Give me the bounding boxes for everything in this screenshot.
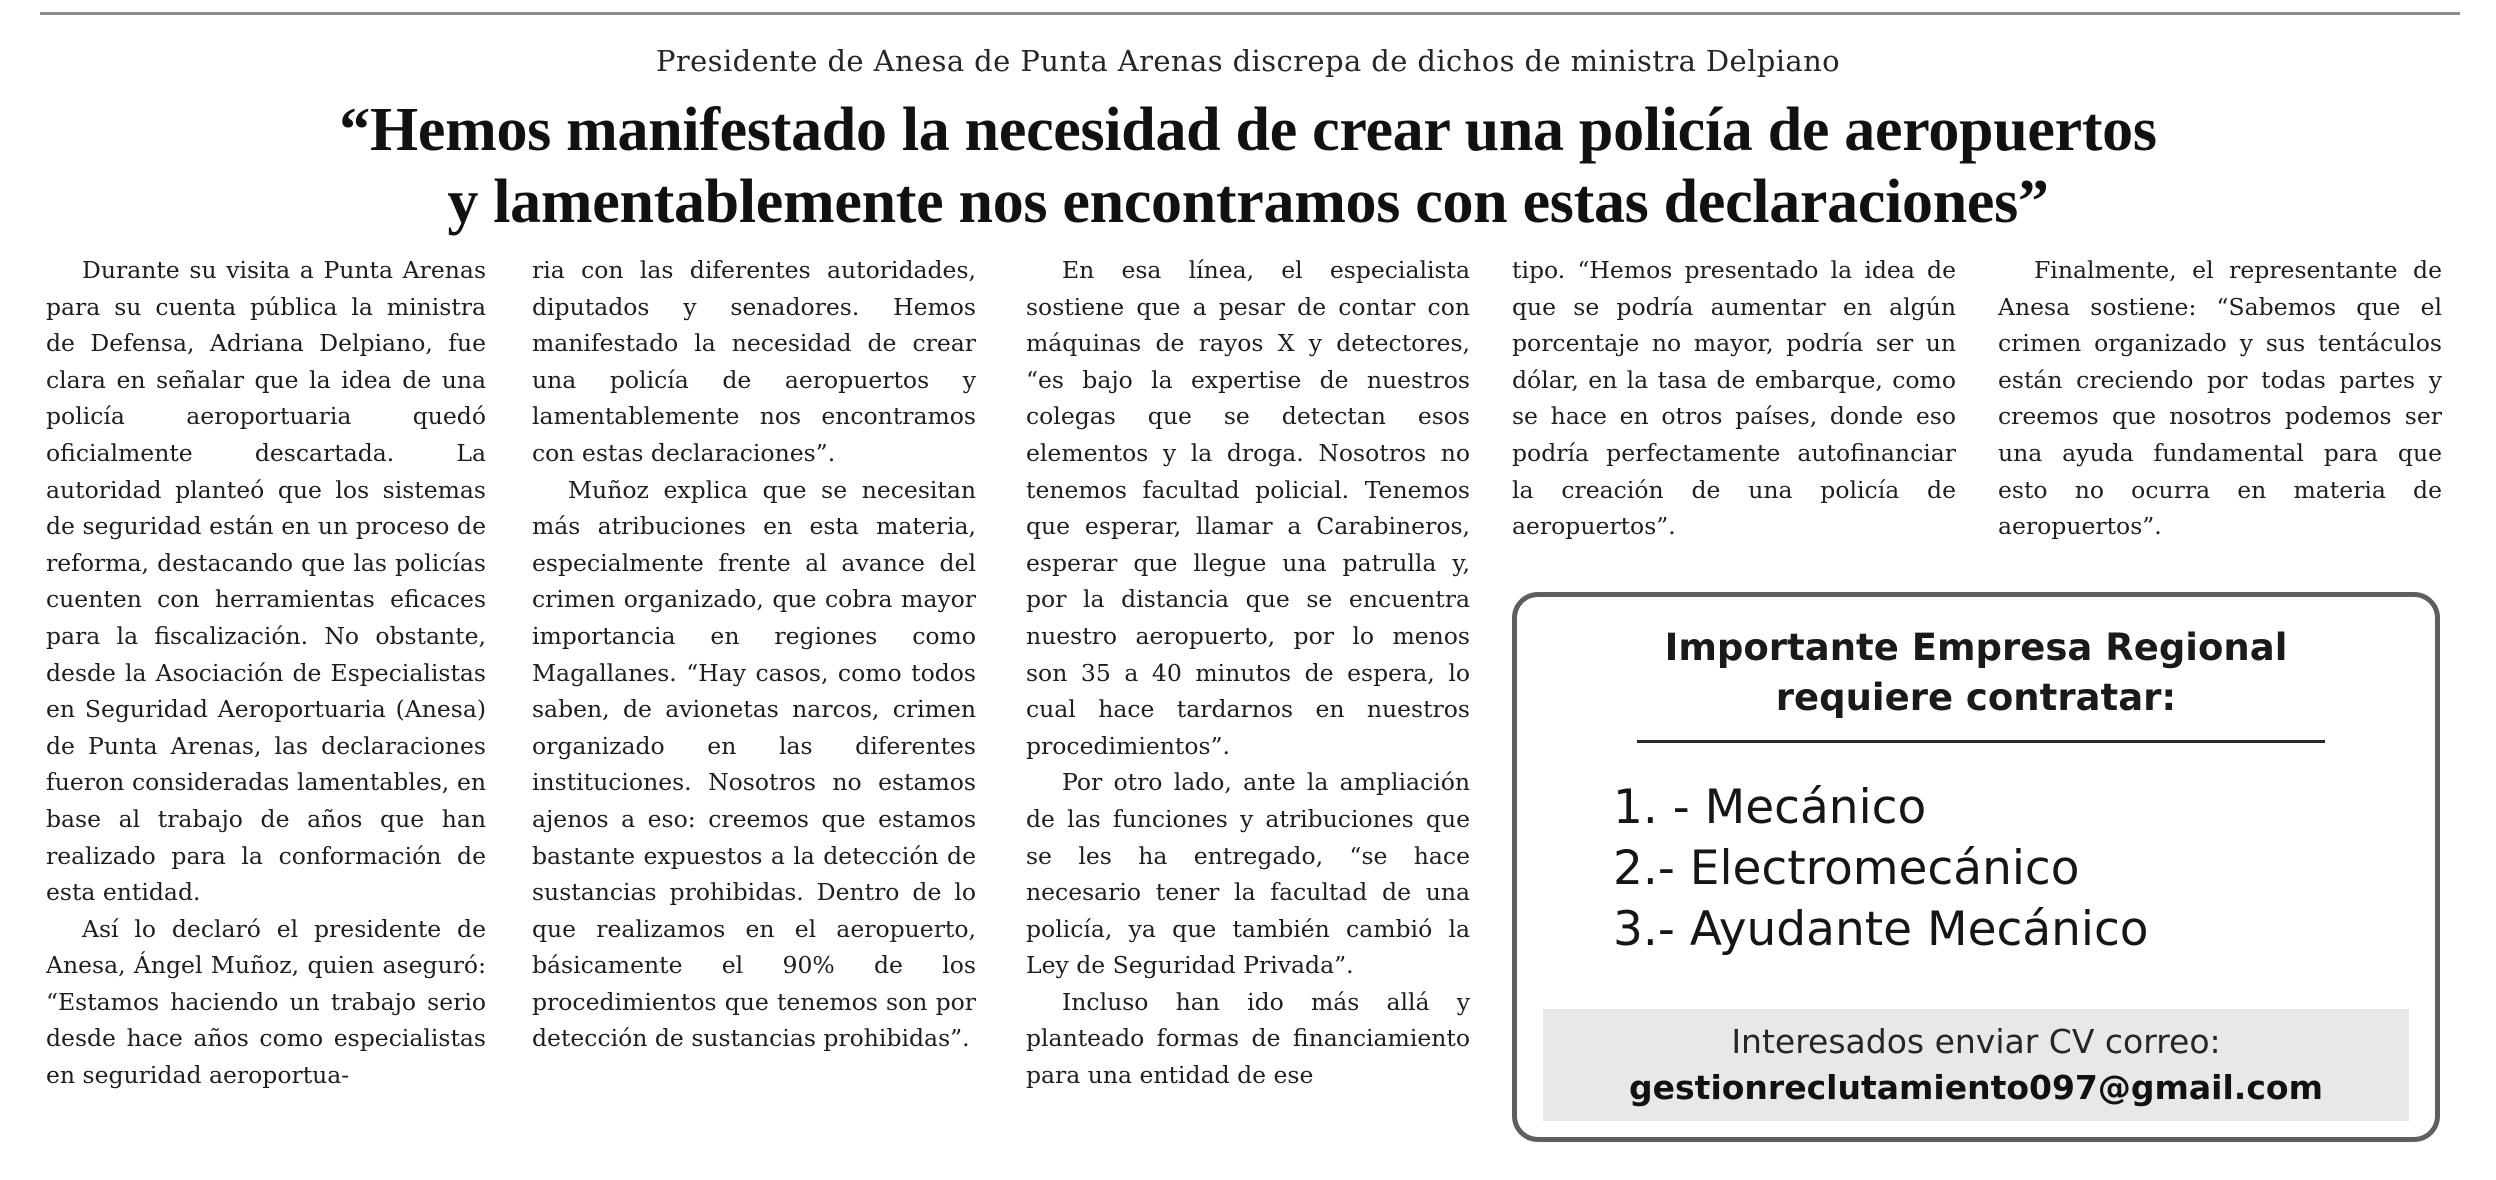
article-headline — [0, 94, 2496, 238]
column-4-paragraph-1: tipo. “Hemos presentado la idea de que se podría aumentar en algún porcentaje no mayor, podría ser un dólar, en la tasa de embarque, como se hace en otros países, donde eso podría perfectamente autofinanciar la creación de una policía de aeropuertos”. — [1512, 256, 1956, 541]
ad-divider — [1637, 740, 2325, 743]
article-kicker: Presidente de Anesa de Punta Arenas discrepa de dichos de ministra Delpiano — [655, 44, 1841, 78]
ad-contact-email[interactable]: gestionreclutamiento097@gmail.com — [1629, 1068, 2323, 1107]
ad-job-item: 3.- Ayudante Mecánico — [1613, 902, 2149, 957]
ad-job-item: 1. - Mecánico — [1613, 780, 1927, 835]
article-column-5 — [1998, 252, 2442, 545]
column-2-paragraph-2: Muñoz explica que se necesitan más atribuciones en esta materia, especialmente frente al avance del crimen organizado, que cobra mayor importancia en regiones como Magallanes. “Hay casos, como todos saben, de avionetas narcos, crimen organizado en las diferentes instituciones. Nosotros no estamos ajenos a eso: creemos que estamos bastante expuestos a la detección de sustancias prohibidas. Dentro de lo que realizamos en el aeropuerto, básicamente el 90% de los procedimientos que tenemos son por detección de sustancias prohibidas”. — [532, 475, 976, 1053]
ad-title-line-2: requiere contratar: — [1775, 676, 2177, 719]
article-column-3 — [1026, 252, 1470, 1094]
article-column-2 — [532, 252, 976, 1057]
ad-job-list — [1613, 777, 2149, 960]
headline-line-1: “Hemos manifestado la necesidad de crear una policía de aeropuertos — [339, 96, 2157, 164]
top-rule — [40, 12, 2460, 15]
ad-contact-box — [1543, 1009, 2409, 1121]
article-column-4 — [1512, 252, 1956, 545]
column-2-paragraph-1: ria con las diferentes autoridades, diputados y senadores. Hemos manifestado la necesidad de crear una policía de aeropuertos y lamentablemente nos encontramos con estas declaraciones”. — [532, 256, 976, 467]
column-5-paragraph-1: Finalmente, el representante de Anesa sostiene: “Sabemos que el crimen organizado y sus tentáculos están creciendo por todas partes y creemos que nosotros podemos ser una ayuda fundamental para que esto no ocurra en materia de aeropuertos”. — [1998, 256, 2442, 541]
column-3-paragraph-2: Por otro lado, ante la ampliación de las funciones y atribuciones que se les ha entregado, “se hace necesario tener la facultad de una policía, ya que también cambió la Ley de Seguridad Privada”. — [1026, 768, 1470, 980]
ad-title — [1517, 623, 2435, 723]
article-column-1 — [46, 252, 486, 1094]
ad-contact-text: Interesados enviar CV correo: — [1731, 1022, 2221, 1061]
column-1-paragraph-1: Durante su visita a Punta Arenas para su cuenta pública la ministra de Defensa, Adriana Delpiano, fue clara en señalar que la idea de una policía aeroportuaria quedó oficialmente descartada. La autoridad planteó que los sistemas de seguridad están en un proceso de reforma, destacando que las policías cuenten con herramientas eficaces para la fiscalización. No obstante, desde la Asociación de Especialistas en Seguridad Aeroportuaria (Anesa) de Punta Arenas, las declaraciones fueron consideradas lamentables, en base al trabajo de años que han realizado para la conformación de esta entidad. — [46, 256, 486, 907]
column-3-paragraph-1: En esa línea, el especialista sostiene que a pesar de contar con máquinas de rayos X y detectores, “es bajo la expertise de nuestros colegas que se detectan esos elementos y la droga. Nosotros no tenemos facultad policial. Tenemos que esperar, llamar a Carabineros, esperar que llegue una patrulla y, por la distancia que se encuentra nuestro aeropuerto, por lo menos son 35 a 40 minutos de espera, lo cual hace tardarnos en nuestros procedimientos”. — [1026, 256, 1470, 760]
job-advertisement — [1512, 592, 2440, 1142]
ad-title-line-1: Importante Empresa Regional — [1664, 626, 2288, 669]
column-3-paragraph-3: Incluso han ido más allá y planteado formas de financiamiento para una entidad de ese — [1026, 987, 1470, 1090]
headline-line-2: y lamentablemente nos encontramos con estas declaraciones” — [447, 168, 2049, 236]
column-1-paragraph-2: Así lo declaró el presidente de Anesa, Ángel Muñoz, quien aseguró: “Estamos haciendo un trabajo serio desde hace años como especialistas en seguridad aeroportua- — [46, 914, 486, 1090]
ad-job-item: 2.- Electromecánico — [1613, 841, 2080, 896]
